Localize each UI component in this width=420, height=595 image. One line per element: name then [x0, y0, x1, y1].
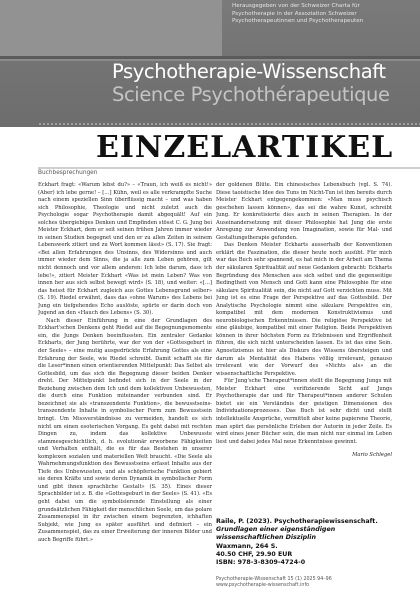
text-column-right: [216, 182, 392, 514]
section-label: Buchbesprechungen: [38, 170, 98, 176]
citation-line: ISBN: 978-3-8309-4724-0: [216, 559, 306, 567]
citation-line: wissenschaftlichen Disziplin: [216, 534, 316, 542]
paragraph: Nach dieser Einführung in eine der Grundlagen des Eckhart'schen Denkens geht Riedel auf die Begegnungsmomente ein, die Jungs Denken beeinflussten. Ein zentraler Gedanke Eckharts, der Jung berührte, war der von der «Gottesgeburt in der Seele» – eine mutig ausgedrückte Erfahrung Gottes als eine Erfahrung der Seele, wie Riedel schreibt. Damit schafft sie für die Leser*innen einen orientierenden Mittelpunkt: Das Selbst als Gottesbild, um das sich die Begegnung dieser beiden Denker dreht. Der Mittelpunkt befindet sich in der Seele in der Beziehung zwischen dem Ich und dem kollektiven Unbewussten, die durch eine Funktion miteinander verbunden sind. Er bezeichnet sie als «transzendente Funktion», die bewusstseins-transzendente Inhalte in symbolischer Form zum Bewusstsein bringt. Um Missverständnisse zu vermeiden, handelt es sich nicht um einen esoterischen Vorgang. Es geht dabei mit rechten Dingen zu, indem das kollektive Unbewusste stammesgeschichtlich, d. h. evolutionär erworbene Fähigkeiten und Verhalten enthält, die es für das Bestehen in unserer komplexen sozialen und materiellen Welt braucht. «Die Seele als Wahrnehmungsfunktion des Bewusstseins erfasst Inhalte aus der Tiefe des Unbewussten, und als schöpferische Funktion gebiert sie deren Kräfte und sowie deren Dynamik in symbolischer Form und gibt ihnen sprachliche Gestalt» (S. 35). Eines dieser Sprachbilder ist z. B. die «Gottesgeburt in der Seele» (S. 41). «Es geht dabei um die symbolisierende Einstellung als einer grundsätzlichen Fähigkeit der menschlichen Seele, um das polare Zusammenspiel in ihr zwischen einem begrenzten, ichhaften Subjekt, wie Jung es später ausführt und definiert – ein Zusammenspiel, das zu einer Erweiterung der inneren Bilder und auch Begriffe führt.»: [38, 317, 212, 543]
publisher-note: [232, 3, 418, 26]
book-citation: [216, 518, 406, 567]
page-footer: [216, 577, 416, 590]
citation-line: 40.50 CHF, 29.90 EUR: [216, 550, 293, 558]
paragraph: der goldenen Blüte. Ein chinesisches Lebensbuch (vgl. S. 74). Diese taoistische Idee des Tuns im Nicht-Tun ist ihm bereits durch Meister Eckhart entgegengekommen: «Man muss psychisch geschehen lassen können», das sei die wahre Kunst, schreibt Jung. Er konkretisierte dies auch in seinen Therapien. In der Auseinandersetzung mit dieser Philosophie hat Jung die erste Anregung zur Anwendung von Imagination, sowie für Mal- und Gestaltungstherapie gefunden.: [216, 182, 392, 241]
footer-line: Psychotherapie-Wissenschaft 15 (1) 2025 94–96: [216, 577, 332, 582]
citation-line: Raile, P. (2023). Psychotherapiewissenschaft.: [216, 518, 378, 525]
journal-title-fr: Science Psychothérapeutique: [112, 83, 390, 106]
paragraph: Eckhart fragt: «Warum lebst du?» – «Traun, ich weiß es nicht!» (Aber) ich lebe gerne! – […] Kühn, weil es alle verkrampfte Suche nach einem speziellen Sinn überflüssig macht – und was haben sich Philosophie, Theologie und nicht zuletzt auch die Psychologie sogar Psychotherapie damit abgequält! Auf ein solches übergiebiges Denken und Empfinden stösst C. G. Jung bei Meister Eckhart, dem er seit seinen frühen Jahren immer wieder in seinen Studien begegnet und den er zu allen Zeiten in seinem Lebenswerk zitiert und zu Wort kommen lässt» (S. 17). Sie fragt: «Bei allen Erfahrungen des Unsinns, des Widersinns und auch immer wieder dem Sinns, die ja alle zum Leben gehören, gilt nicht dennoch und vor allem anderen: Ich lebe darum, dass ich lebe!», zitiert Meister Eckhart «Was ist mein Leben? Was von innen her aus sich selbst bewegt wird» (S. 18), und weiter: «[…] das heisst für Eckhart zugleich aus Gottes Lebensgrund selber» (S. 19). Riedel erwähnt, dass das «ohne Warum» des Lebens bei Jung ein tiefgehendes Echo auslöste, spürte er darin doch von Jugend an den «Hauch des Lebens» (S. 30).: [38, 182, 212, 317]
text-column-left: [38, 182, 212, 592]
paragraph: Für Jung'sche Therapeut*innen stellt die Begegnung Jungs mit Meister Eckhart eine verifizierende Sicht auf Jungs Psychotherapie dar und für Therapeut*innen anderer Schulen bietet sie ein Verständnis der geistigen Dimensionen des Individuationsprozesses. Das Buch ist sehr dicht und stellt intellektuelle Ansprüche, vermittelt aber keine papierene Theorie, man spürt das persönliche Erleben der Autorin in jeder Zeile. Es wird eines jener Bücher sein, die man nicht nur einmal im Leben liest und dabei jedes Mal neue Erkenntnisse gewinnt.: [216, 378, 392, 445]
journal-title-de: Psychotherapie-Wissenschaft: [112, 60, 386, 83]
dotted-pattern: [38, 122, 420, 127]
publisher-line: Herausgegeben von der Schweizer Charta für: [232, 3, 360, 9]
header-block: [0, 0, 222, 56]
publisher-line: Psychotherapie in der Assoziation Schweizer: [232, 10, 357, 17]
journal-header: [0, 0, 420, 127]
citation-line: Grundlagen einer eigenständigen: [216, 526, 336, 534]
footer-link[interactable]: www.psychotherapie-wissenschaft.info: [216, 583, 310, 589]
paragraph: Das Denken Meister Eckharts ausserhalb der Konventionen erklärt die Faszination, die dieser heute noch ausübt. Für mich war das Buch sehr spannend, es hat mich in der Arbeit am Thema der säkularen Spiritualität auf neue Gedanken gebracht: Eckharts Begründung des Menschen aus sich selbst und die gegenseitige Bedingtheit von Mensch und Gott kann eine Philosophie für eine säkulare Spiritualität sein, die nicht auf Gott verzichten muss. Mit Jung ist es eine Frage der Perspektive auf das Gottesbild. Der Analytische Psychologie nimmt eine säkulare Perspektive ein, kompatibel mit dem modernen Konstruktivismus und neurobiologischen Erkenntnissen. Die religiöse Perspektive ist eine gläubige, kompatibel mit einer Religion. Beide Perspektiven können in ihrer höchsten Form zu Erlebnissen und Ergriffenheit führen, die sich nicht unterscheiden lassen. Es ist das eine Sein. Agnostizismus ist hier als Diskurs des Wissens übersteigen und darum als Mentalität des Habens völlig irrelevant, genauso irrelevant wie der Vorwurf des «Nichts als» an die wissenschaftliche Perspektive.: [216, 242, 392, 377]
reviewer-signature: Mario Schlegel: [352, 452, 392, 459]
publisher-line: Psychotherapeutinnen und Psychotherapeuten: [232, 18, 364, 25]
article-type-title: EINZELARTIKEL: [96, 130, 394, 165]
title-divider: [38, 167, 420, 169]
citation-line: Waxmann, 264 S.: [216, 542, 278, 550]
